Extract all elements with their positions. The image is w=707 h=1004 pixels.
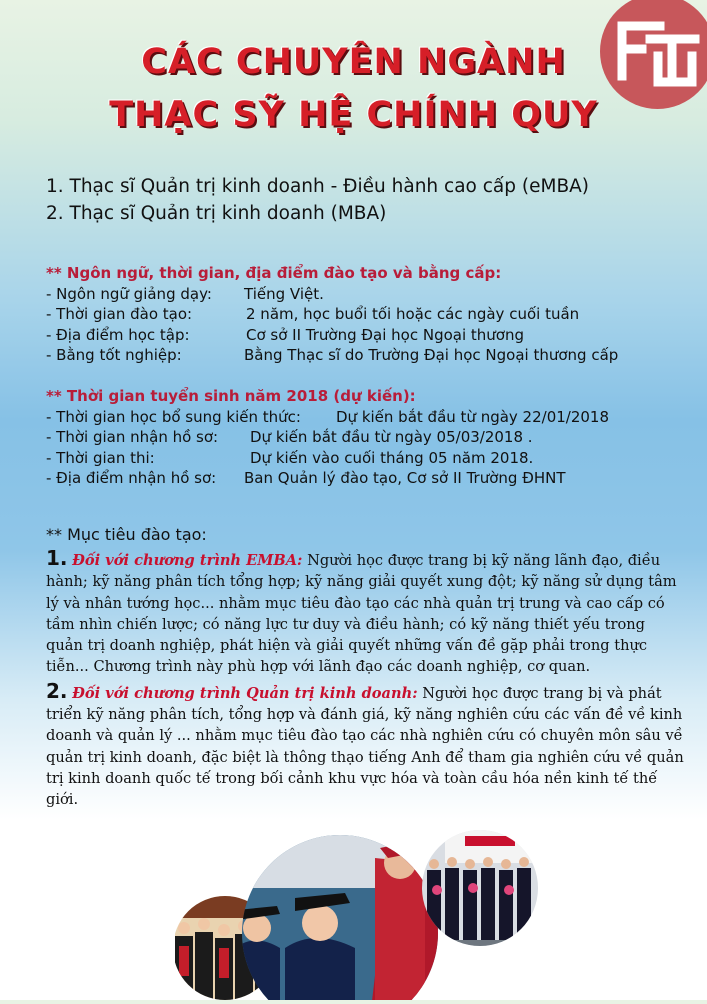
info-row (46, 325, 524, 346)
admission-row (46, 468, 566, 489)
admission-label: - Địa điểm nhận hồ sơ: (46, 469, 217, 487)
admission-value: Dự kiến bắt đầu từ ngày 22/01/2018 (336, 407, 610, 426)
goal-number: 2. (46, 678, 68, 703)
goal-text: Người học được trang bị và phát triển kỹ năng phân tích, tổng hợp và đánh giá, kỹ năng nghiên cứu các vấn đề về kinh doanh và quản lý ... nhằm mục tiêu đào tạo các nhà nghiên cứu có chuyên môn sâu về quản trị kinh doanh, đặc biệt là thông thạo tiếng Anh để tham gia nghiên cứu về quản trị kinh doanh quốc tế trong bối cảnh khu vực hóa và toàn cầu hóa nền kinh tế thế giới. (46, 684, 684, 809)
goal-item (46, 678, 686, 811)
info-value: Tiếng Việt. (244, 284, 324, 303)
info-label: - Bằng tốt nghiệp: (46, 346, 182, 364)
graduation-photo-center (235, 828, 455, 1000)
admission-row (46, 448, 534, 469)
goal-program: Đối với chương trình EMBA: (72, 552, 303, 569)
goal-text: Người học được trang bị kỹ năng lãnh đạo, điều hành; kỹ năng phân tích tổng hợp; kỹ năng giải quyết xung đột; kỹ năng sử dụng tâm lý và nhân tướng học... nhằm mục tiêu đào tạo các nhà quản trị trung và cao cấp có tầm nhìn chiến lược; có năng lực tư duy và điều hành; có kỹ năng thiết yếu trong quản trị doanh nghiệp, phát hiện và giải quyết những vấn đề gặp phải trong thực tiễn... Chương trình này phù hợp với lãnh đạo các doanh nghiệp, cơ quan. (46, 552, 677, 676)
page-title-line-2: THẠC SỸ HỆ CHÍNH QUY (109, 95, 598, 135)
info-label: - Ngôn ngữ giảng dạy: (46, 284, 212, 303)
training-info-section (46, 263, 619, 366)
goal-number: 1. (46, 546, 68, 570)
admission-value: Dự kiến vào cuối tháng 05 năm 2018. (250, 448, 534, 467)
info-value: 2 năm, học buổi tối hoặc các ngày cuối tuần (246, 305, 580, 323)
program-item: 2. Thạc sĩ Quản trị kinh doanh (MBA) (46, 203, 387, 224)
admission-label: - Thời gian thi: (46, 448, 155, 467)
admission-row (46, 427, 533, 448)
goal-item (46, 548, 686, 678)
info-row (46, 284, 501, 305)
info-value: Cơ sở II Trường Đại học Ngoại thương (246, 325, 524, 344)
goal-program: Đối với chương trình Quản trị kinh doanh: (72, 684, 418, 702)
admission-row (46, 407, 610, 428)
goals-heading: ** Mục tiêu đào tạo: (46, 525, 207, 544)
admission-label: - Thời gian học bổ sung kiến thức: (46, 407, 301, 426)
training-info-heading: ** Ngôn ngữ, thời gian, địa điểm đào tạo và bằng cấp: (46, 264, 502, 282)
info-label: - Thời gian đào tạo: (46, 305, 193, 323)
admission-section (46, 386, 610, 489)
graduation-photo-collage (175, 828, 555, 1000)
info-row (46, 304, 580, 325)
program-list (46, 173, 589, 227)
info-label: - Địa điểm học tập: (46, 325, 190, 344)
info-value: Bằng Thạc sĩ do Trường Đại học Ngoại thương cấp (244, 346, 619, 364)
admission-label: - Thời gian nhận hồ sơ: (46, 428, 219, 446)
page-title-line-1: CÁC CHUYÊN NGÀNH (141, 42, 566, 82)
admission-value: Ban Quản lý đào tạo, Cơ sở II Trường ĐHNT (244, 469, 566, 487)
info-row (46, 345, 619, 366)
training-goals-section (46, 525, 686, 814)
program-item: 1. Thạc sĩ Quản trị kinh doanh - Điều hành cao cấp (eMBA) (46, 176, 590, 197)
admission-value: Dự kiến bắt đầu từ ngày 05/03/2018 . (250, 428, 533, 446)
admission-heading: ** Thời gian tuyển sinh năm 2018 (dự kiến): (46, 387, 416, 405)
